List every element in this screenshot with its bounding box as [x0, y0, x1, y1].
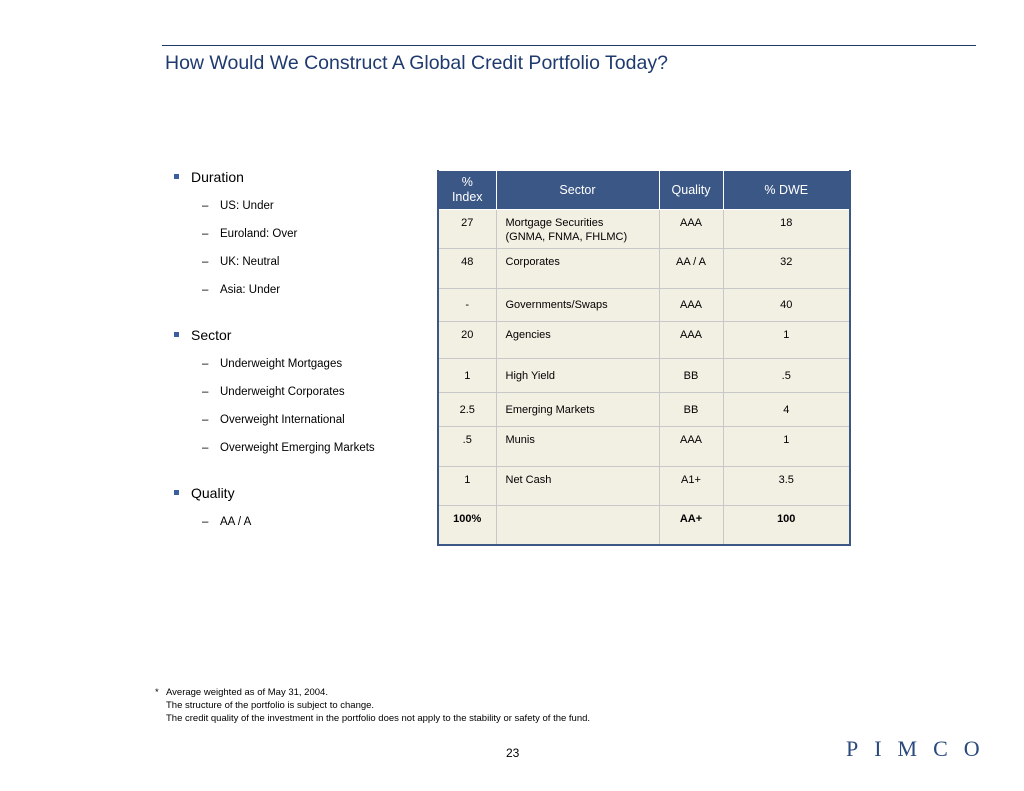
footnote: [155, 686, 590, 725]
sub-bullet: – UK: Neutral: [202, 256, 280, 268]
sub-bullet: – US: Under: [202, 200, 274, 212]
table-header-row: [438, 171, 850, 210]
sub-bullet: – AA / A: [202, 516, 252, 528]
page-number: 23: [506, 746, 520, 760]
bullet-duration: Duration: [173, 168, 423, 186]
square-bullet-icon: [174, 490, 179, 495]
sub-bullet: – Asia: Under: [202, 284, 281, 296]
sub-bullet: – Euroland: Over: [202, 228, 298, 240]
table-row: 48 Corporates AA / A 32: [438, 249, 850, 289]
table-total-row: 100% AA+ 100: [438, 506, 850, 545]
footnote-line: The structure of the portfolio is subject to change.: [166, 700, 375, 711]
table-row: .5 Munis AAA 1: [438, 427, 850, 467]
table-row: 1 Net Cash A1+ 3.5: [438, 467, 850, 506]
bullet-list: [173, 168, 423, 529]
bullet-sector: Sector: [173, 326, 423, 344]
header-sector: Sector: [496, 171, 659, 210]
table-row: 20 Agencies AAA 1: [438, 322, 850, 359]
sub-bullet: – Overweight International: [202, 414, 345, 426]
table-row: 27 Mortgage Securities (GNMA, FNMA, FHLMC) AAA 18: [438, 210, 850, 249]
pimco-logo: PIMCO: [846, 736, 996, 761]
portfolio-table: [437, 170, 851, 546]
sub-bullet: – Underweight Mortgages: [202, 358, 343, 370]
sub-bullet: – Overweight Emerging Markets: [202, 442, 375, 454]
table-row: - Governments/Swaps AAA 40: [438, 289, 850, 322]
top-divider: [162, 45, 976, 46]
footnote-line: Average weighted as of May 31, 2004.: [166, 687, 328, 698]
bullet-quality: Quality: [173, 484, 423, 502]
table-row: 1 High Yield BB .5: [438, 359, 850, 393]
header-dwe: % DWE: [723, 171, 850, 210]
header-index: % Index: [438, 171, 496, 210]
table-row: 2.5 Emerging Markets BB 4: [438, 393, 850, 427]
page-title: How Would We Construct A Global Credit Portfolio Today?: [165, 52, 668, 74]
square-bullet-icon: [174, 332, 179, 337]
footnote-line: The credit quality of the investment in the portfolio does not apply to the stability or safety of the fund.: [166, 713, 591, 724]
sub-bullet: – Underweight Corporates: [202, 386, 345, 398]
footnote-marker: *: [155, 687, 159, 698]
header-quality: Quality: [659, 171, 723, 210]
square-bullet-icon: [174, 174, 179, 179]
